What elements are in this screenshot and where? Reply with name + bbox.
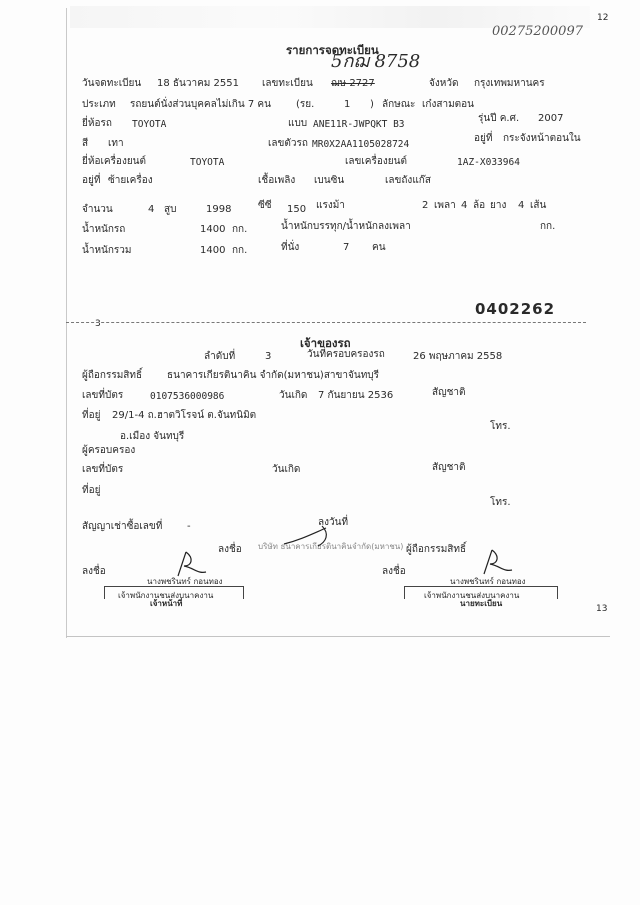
tel-label: โทร. xyxy=(490,421,511,432)
addr-line1: 29/1-4 ถ.ฮาตวิโรจน์ ต.จันทนิมิต xyxy=(112,410,257,421)
load-label: น้ำหนักบรรทุก/น้ำหนักลงเพลา xyxy=(281,221,411,232)
officer2-role: นายทะเบียน xyxy=(460,599,503,608)
id-value: 0107536000986 xyxy=(150,391,225,402)
born-value: 7 กันยายน 2536 xyxy=(318,390,394,401)
lease-label: สัญญาเช่าซื้อเลขที่ xyxy=(82,521,163,532)
officer1-signature-scribble xyxy=(172,548,212,582)
gross-unit: กก. xyxy=(232,245,248,256)
officer2-signature-scribble xyxy=(478,546,518,580)
holder-sign-name: บริษัท ธนาคารเกียรตินาคินจำกัด(มหาชน) xyxy=(258,542,404,551)
seats-label: ที่นั่ง xyxy=(281,242,300,253)
engine-no-value: 1AZ-X033964 xyxy=(457,157,520,168)
brand-label: ยี่ห้อรถ xyxy=(82,118,112,129)
color-value: เทา xyxy=(108,138,124,149)
model-value: ANE11R-JWPQKT B3 xyxy=(313,119,405,130)
cc-value: 1998 xyxy=(206,204,232,215)
weight-unit: กก. xyxy=(232,224,248,235)
code-label: (รย. xyxy=(296,99,315,110)
chassis-loc-label: อยู่ที่ xyxy=(474,133,493,144)
possess-date: 26 พฤษภาคม 2558 xyxy=(413,351,503,362)
tires-label: ยาง xyxy=(490,200,507,211)
engine-no-label: เลขเครื่องยนต์ xyxy=(345,156,407,167)
wheels-label: ล้อ xyxy=(473,200,486,211)
handwritten-doc-number: 00275200097 xyxy=(492,24,583,39)
sheet-left-edge xyxy=(66,8,67,638)
engine-loc-value: ซ้ายเครื่อง xyxy=(108,175,153,186)
born-label: วันเกิด xyxy=(279,390,308,401)
seq-label: ลำดับที่ xyxy=(204,351,236,362)
plate-old-struck: ฌษ 2727 xyxy=(331,78,375,89)
type-value: รถยนต์นั่งส่วนบุคคลไม่เกิน 7 คน xyxy=(130,99,271,110)
hp-value: 150 xyxy=(287,204,307,215)
weight-label: น้ำหนักรถ xyxy=(82,224,126,235)
style-label: ลักษณะ xyxy=(382,99,416,110)
nat2-label: สัญชาติ xyxy=(432,462,466,473)
holder-signature-scribble xyxy=(282,520,352,550)
cyl-label: จำนวน xyxy=(82,204,113,215)
possessor-label: ผู้ครอบครอง xyxy=(82,445,136,456)
holder-sign-role: ผู้ถือกรรมสิทธิ์ xyxy=(406,544,467,555)
nat-label: สัญชาติ xyxy=(432,387,466,398)
tel2-label: โทร. xyxy=(490,497,511,508)
seq-value: 3 xyxy=(265,351,272,362)
page-number-bottom: 13 xyxy=(596,604,608,614)
reg-date-label: วันจดทะเบียน xyxy=(82,78,142,89)
seats-unit: คน xyxy=(372,242,386,253)
lease-date-label: ลงวันที่ xyxy=(318,517,349,528)
engine-brand-label: ยี่ห้อเครื่องยนต์ xyxy=(82,156,147,167)
addr3-label: ที่อยู่ xyxy=(82,485,101,496)
cyl-unit: สูบ xyxy=(164,204,177,215)
province-value: กรุงเทพมหานคร xyxy=(474,78,545,89)
cyl-value: 4 xyxy=(148,204,155,215)
year-label: รุ่นปี ค.ศ. xyxy=(478,113,520,124)
officer1-name: นางพชรินทร์ กอนทอง xyxy=(147,577,223,586)
hp-label: แรงม้า xyxy=(316,200,345,211)
gross-label: น้ำหนักรวม xyxy=(82,245,132,256)
plate-label: เลขทะเบียน xyxy=(262,78,313,89)
registration-title: รายการจดทะเบียน xyxy=(286,43,379,57)
addr-line2: อ.เมือง จันทบุรี xyxy=(120,431,185,442)
officer1-role: เจ้าหน้าที่ xyxy=(150,599,183,608)
chassis-value: MR0X2AA1105028724 xyxy=(312,139,410,150)
holder-sign-label: ลงชื่อ xyxy=(218,544,242,555)
engine-loc-label: อยู่ที่ xyxy=(82,175,101,186)
weight-value: 1400 xyxy=(200,224,226,235)
serial-number: 0402262 xyxy=(475,300,556,318)
tires-value: 4 xyxy=(518,200,525,211)
id-label: เลขที่บัตร xyxy=(82,390,124,401)
tires-unit: เส้น xyxy=(530,200,547,211)
reg-date-value: 18 ธันวาคม 2551 xyxy=(157,78,239,89)
province-label: จังหวัด xyxy=(429,78,459,89)
color-label: สี xyxy=(82,138,89,149)
officer2-name: นางพชรินทร์ กอนทอง xyxy=(450,577,526,586)
plate-new-handwritten: 5กฌ 8758 xyxy=(331,51,421,72)
code-value: 1 xyxy=(344,99,351,110)
type-label: ประเภท xyxy=(82,99,116,110)
year-value: 2007 xyxy=(538,113,564,124)
model-label: แบบ xyxy=(288,118,308,129)
axle-label: เพลา xyxy=(434,200,456,211)
born2-label: วันเกิด xyxy=(272,464,301,475)
id2-label: เลขที่บัตร xyxy=(82,464,124,475)
officer1-sign-label: ลงชื่อ xyxy=(82,566,106,577)
possess-label: วันที่ครอบครองรถ xyxy=(307,349,385,360)
page-number-top: 12 xyxy=(597,13,609,23)
addr-label: ที่อยู่ xyxy=(82,410,101,421)
code-close: ) xyxy=(370,99,374,110)
divider-mark: 3 xyxy=(95,319,101,329)
sheet-bottom-edge xyxy=(66,636,610,637)
owner-title: เจ้าของรถ xyxy=(300,336,351,350)
fuel-label: เชื้อเพลิง xyxy=(258,175,296,186)
fuel-value: เบนซิน xyxy=(314,175,345,186)
section-divider xyxy=(66,322,586,323)
officer2-stamp: เจ้าพนักงานชนส่งบนาคงาน xyxy=(424,591,520,600)
gas-label: เลขถังแก๊ส xyxy=(385,175,431,186)
officer2-sign-label: ลงชื่อ xyxy=(382,566,406,577)
brand-value: TOYOTA xyxy=(132,119,167,130)
chassis-label: เลขตัวรถ xyxy=(268,138,308,149)
axle-value: 2 xyxy=(422,200,429,211)
chassis-loc-value: กระจังหน้าตอนใน xyxy=(503,133,581,144)
engine-brand-value: TOYOTA xyxy=(190,157,225,168)
officer1-stamp: เจ้าพนักงานชนส่งบนาคงาน xyxy=(118,591,214,600)
seats-value: 7 xyxy=(343,242,350,253)
holder-value: ธนาคารเกียรตินาคิน จำกัด(มหาชน)สาขาจันทบุรี xyxy=(167,370,380,381)
style-value: เก๋งสามตอน xyxy=(422,99,475,110)
holder-label: ผู้ถือกรรมสิทธิ์ xyxy=(82,370,143,381)
cc-label: ซีซี xyxy=(258,200,272,211)
load-unit: กก. xyxy=(540,221,556,232)
wheels-value: 4 xyxy=(461,200,468,211)
lease-value: - xyxy=(187,521,191,532)
gross-value: 1400 xyxy=(200,245,226,256)
